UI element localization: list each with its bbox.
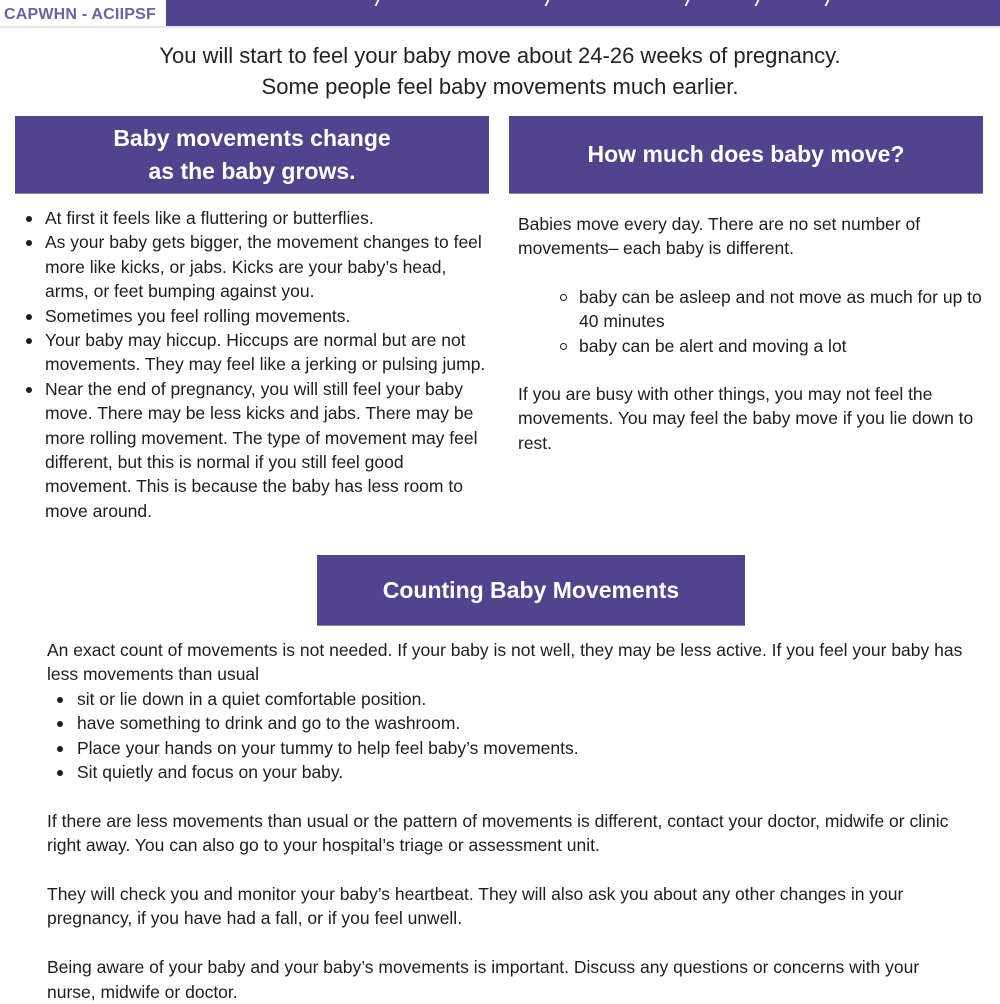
section-title-line-2: as the baby grows. [148, 157, 356, 184]
title-banner [166, 0, 1000, 26]
intro-line-1: You will start to feel your baby move about 24-26 weeks of pregnancy. [159, 43, 841, 68]
divider [0, 26, 1000, 28]
spacer [47, 858, 967, 882]
paragraph: Being aware of your baby and your baby’s movements is important. Discuss any questions or concerns with your nurse, midwife or doctor. [47, 957, 920, 1002]
intro-text [0, 40, 1000, 102]
list-item: baby can be alert and moving a lot [579, 334, 988, 358]
movements-change-list [22, 206, 494, 523]
org-label: CAPWHN - ACIIPSF [4, 6, 156, 23]
section-header-how-much [509, 116, 983, 194]
paragraph: They will check you and monitor your baby’s heartbeat. They will also ask you about any other changes in your pregnancy, if you have had a fall, or if you feel unwell. [47, 884, 904, 929]
list-item: have something to drink and go to the washroom. [77, 711, 967, 735]
intro-line-2: Some people feel baby movements much earlier. [261, 74, 739, 99]
list-item: Sometimes you feel rolling movements. [45, 304, 494, 328]
list-item: Place your hands on your tummy to help feel baby’s movements. [77, 736, 967, 760]
list-item: As your baby gets bigger, the movement changes to feel more like kicks, or jabs. Kicks are your baby’s head, arms, or feet bumping against you. [45, 230, 494, 303]
section-header-movements-change [15, 116, 489, 194]
list-item: At first it feels like a fluttering or butterflies. [45, 206, 494, 230]
list-item: baby can be asleep and not move as much for up to 40 minutes [579, 285, 988, 334]
list-item: sit or lie down in a quiet comfortable position. [77, 687, 967, 711]
section-title-line-1: Baby movements change [113, 124, 391, 151]
list-item: Near the end of pregnancy, you will still feel your baby move. There may be less kicks and jabs. There may be more rolling movement. The type of movement may feel different, but this is normal if you still feel good movement. This is because the baby has less room to move around. [45, 377, 494, 523]
paragraph: Babies move every day. There are no set number of movements– each baby is different. [518, 214, 921, 259]
section-title: Counting Baby Movements [382, 576, 680, 603]
paragraph: If you are busy with other things, you may not feel the movements. You may feel the baby move if you lie down to rest. [518, 384, 974, 453]
paragraph: If there are less movements than usual or the pattern of movements is different, contact your doctor, midwife or clinic right away. You can also go to your hospital’s triage or assessment unit. [47, 810, 949, 856]
list-item: Your baby may hiccup. Hiccups are normal but are not movements. They may feel like a jerking or pulsing jump. [45, 328, 494, 377]
section-title: How much does baby move? [587, 141, 905, 167]
how-much-content [518, 212, 988, 455]
list-item: Sit quietly and focus on your baby. [77, 760, 967, 784]
spacer [47, 784, 967, 808]
counting-content [47, 638, 967, 1004]
paragraph: An exact count of movements is not needed. If your baby is not well, they may be less active. If you feel your baby has less movements than usual [47, 640, 963, 685]
section-header-counting [317, 555, 745, 626]
spacer [47, 931, 967, 955]
